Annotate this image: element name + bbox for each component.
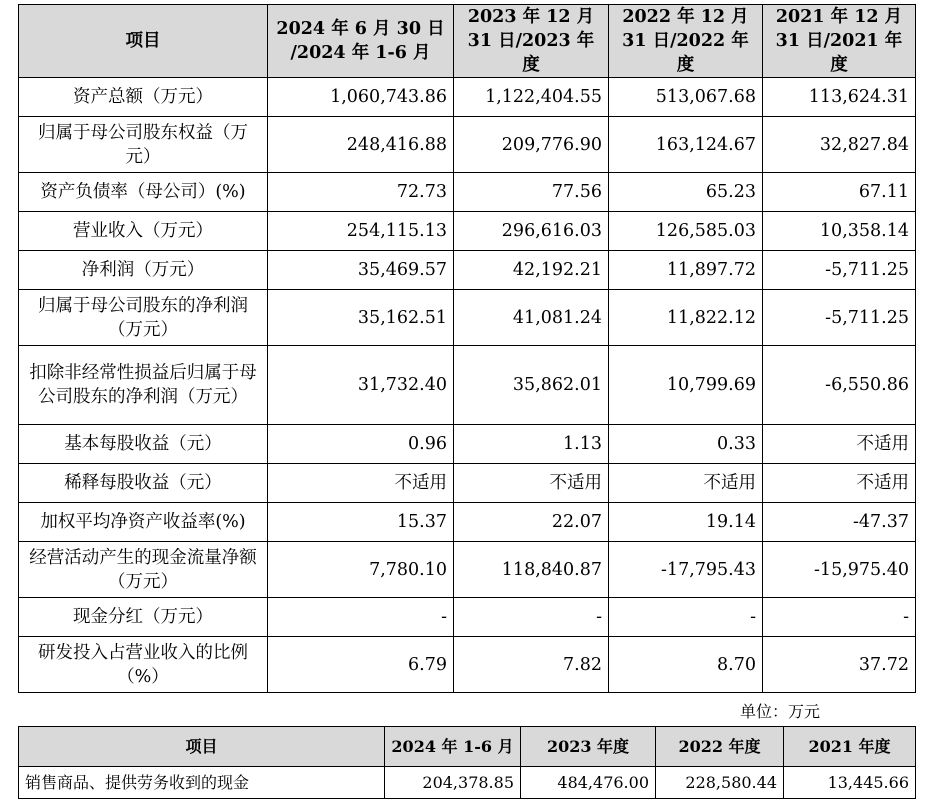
cell-value: 22.07 bbox=[454, 503, 609, 542]
cell-value: 35,469.57 bbox=[268, 251, 454, 290]
cell-value: -5,711.25 bbox=[763, 290, 916, 346]
row-label: 加权平均净资产收益率(%) bbox=[19, 503, 268, 542]
table-body bbox=[19, 767, 916, 799]
cell-value: 1,060,743.86 bbox=[268, 78, 454, 117]
cell-value: 35,162.51 bbox=[268, 290, 454, 346]
cell-value: 19.14 bbox=[609, 503, 763, 542]
cell-value: 31,732.40 bbox=[268, 346, 454, 425]
cell-value: 37.72 bbox=[763, 637, 916, 693]
cell-value: - bbox=[609, 598, 763, 637]
cell-value: 77.56 bbox=[454, 173, 609, 212]
cell-value: 不适用 bbox=[268, 464, 454, 503]
cell-value: 513,067.68 bbox=[609, 78, 763, 117]
cell-value: 不适用 bbox=[763, 425, 916, 464]
header-2024h1: 2024 年 6 月 30 日 /2024 年 1-6 月 bbox=[268, 5, 454, 78]
cell-value: 0.33 bbox=[609, 425, 763, 464]
cell-value: 8.70 bbox=[609, 637, 763, 693]
cell-value: 7,780.10 bbox=[268, 542, 454, 598]
table-row bbox=[19, 767, 916, 799]
cell-value: 不适用 bbox=[763, 464, 916, 503]
cell-value: 228,580.44 bbox=[656, 767, 784, 799]
header-2021: 2021 年 12 月 31 日/2021 年度 bbox=[763, 5, 916, 78]
row-label: 扣除非经常性损益后归属于母公司股东的净利润（万元） bbox=[19, 346, 268, 425]
cell-value: 41,081.24 bbox=[454, 290, 609, 346]
cell-value: 不适用 bbox=[609, 464, 763, 503]
table-row bbox=[19, 598, 916, 637]
cell-value: - bbox=[763, 598, 916, 637]
cell-value: 0.96 bbox=[268, 425, 454, 464]
table-header-row bbox=[19, 5, 916, 78]
table-row bbox=[19, 78, 916, 117]
table-body bbox=[19, 78, 916, 693]
cell-value: -47.37 bbox=[763, 503, 916, 542]
header-item: 项目 bbox=[19, 5, 268, 78]
header-2021: 2021 年度 bbox=[784, 727, 916, 767]
header-item: 项目 bbox=[19, 727, 385, 767]
cell-value: 1.13 bbox=[454, 425, 609, 464]
cell-value: 10,358.14 bbox=[763, 212, 916, 251]
cell-value: 15.37 bbox=[268, 503, 454, 542]
key-financial-indicators-table bbox=[18, 4, 916, 693]
cell-value: 1,122,404.55 bbox=[454, 78, 609, 117]
row-label: 资产总额（万元） bbox=[19, 78, 268, 117]
cash-flow-table bbox=[18, 726, 916, 799]
table-row bbox=[19, 117, 916, 173]
cell-value: 42,192.21 bbox=[454, 251, 609, 290]
cell-value: 248,416.88 bbox=[268, 117, 454, 173]
cell-value: 163,124.67 bbox=[609, 117, 763, 173]
cell-value: 6.79 bbox=[268, 637, 454, 693]
cell-value: 204,378.85 bbox=[385, 767, 521, 799]
cell-value: 32,827.84 bbox=[763, 117, 916, 173]
table-row bbox=[19, 212, 916, 251]
row-label: 经营活动产生的现金流量净额（万元） bbox=[19, 542, 268, 598]
unit-label: 单位：万元 bbox=[740, 702, 821, 721]
cell-value: 65.23 bbox=[609, 173, 763, 212]
cell-value: 13,445.66 bbox=[784, 767, 916, 799]
header-2023: 2023 年 12 月 31 日/2023 年度 bbox=[454, 5, 609, 78]
cell-value: -5,711.25 bbox=[763, 251, 916, 290]
table-row bbox=[19, 346, 916, 425]
row-label: 基本每股收益（元） bbox=[19, 425, 268, 464]
cell-value: -6,550.86 bbox=[763, 346, 916, 425]
table-row bbox=[19, 425, 916, 464]
cell-value: 不适用 bbox=[454, 464, 609, 503]
table-header-row bbox=[19, 727, 916, 767]
cell-value: 35,862.01 bbox=[454, 346, 609, 425]
cell-value: 7.82 bbox=[454, 637, 609, 693]
row-label: 研发投入占营业收入的比例（%） bbox=[19, 637, 268, 693]
cell-value: 11,897.72 bbox=[609, 251, 763, 290]
row-label: 稀释每股收益（元） bbox=[19, 464, 268, 503]
table-row bbox=[19, 290, 916, 346]
row-label: 销售商品、提供劳务收到的现金 bbox=[19, 767, 385, 799]
table-row bbox=[19, 173, 916, 212]
cell-value: 484,476.00 bbox=[521, 767, 656, 799]
cell-value: 118,840.87 bbox=[454, 542, 609, 598]
cell-value: 10,799.69 bbox=[609, 346, 763, 425]
cell-value: - bbox=[268, 598, 454, 637]
table-row bbox=[19, 542, 916, 598]
table-row bbox=[19, 503, 916, 542]
cell-value: 126,585.03 bbox=[609, 212, 763, 251]
row-label: 营业收入（万元） bbox=[19, 212, 268, 251]
table-row bbox=[19, 464, 916, 503]
cell-value: 72.73 bbox=[268, 173, 454, 212]
row-label: 归属于母公司股东的净利润（万元） bbox=[19, 290, 268, 346]
cell-value: -15,975.40 bbox=[763, 542, 916, 598]
header-2022: 2022 年度 bbox=[656, 727, 784, 767]
row-label: 资产负债率（母公司）(%) bbox=[19, 173, 268, 212]
table-row bbox=[19, 637, 916, 693]
cell-value: 254,115.13 bbox=[268, 212, 454, 251]
cell-value: 296,616.03 bbox=[454, 212, 609, 251]
row-label: 现金分红（万元） bbox=[19, 598, 268, 637]
cell-value: - bbox=[454, 598, 609, 637]
header-2023: 2023 年度 bbox=[521, 727, 656, 767]
cell-value: 67.11 bbox=[763, 173, 916, 212]
cell-value: 113,624.31 bbox=[763, 78, 916, 117]
row-label: 净利润（万元） bbox=[19, 251, 268, 290]
row-label: 归属于母公司股东权益（万元） bbox=[19, 117, 268, 173]
header-2022: 2022 年 12 月 31 日/2022 年度 bbox=[609, 5, 763, 78]
table-row bbox=[19, 251, 916, 290]
header-2024h1: 2024 年 1-6 月 bbox=[385, 727, 521, 767]
cell-value: 209,776.90 bbox=[454, 117, 609, 173]
cell-value: -17,795.43 bbox=[609, 542, 763, 598]
cell-value: 11,822.12 bbox=[609, 290, 763, 346]
